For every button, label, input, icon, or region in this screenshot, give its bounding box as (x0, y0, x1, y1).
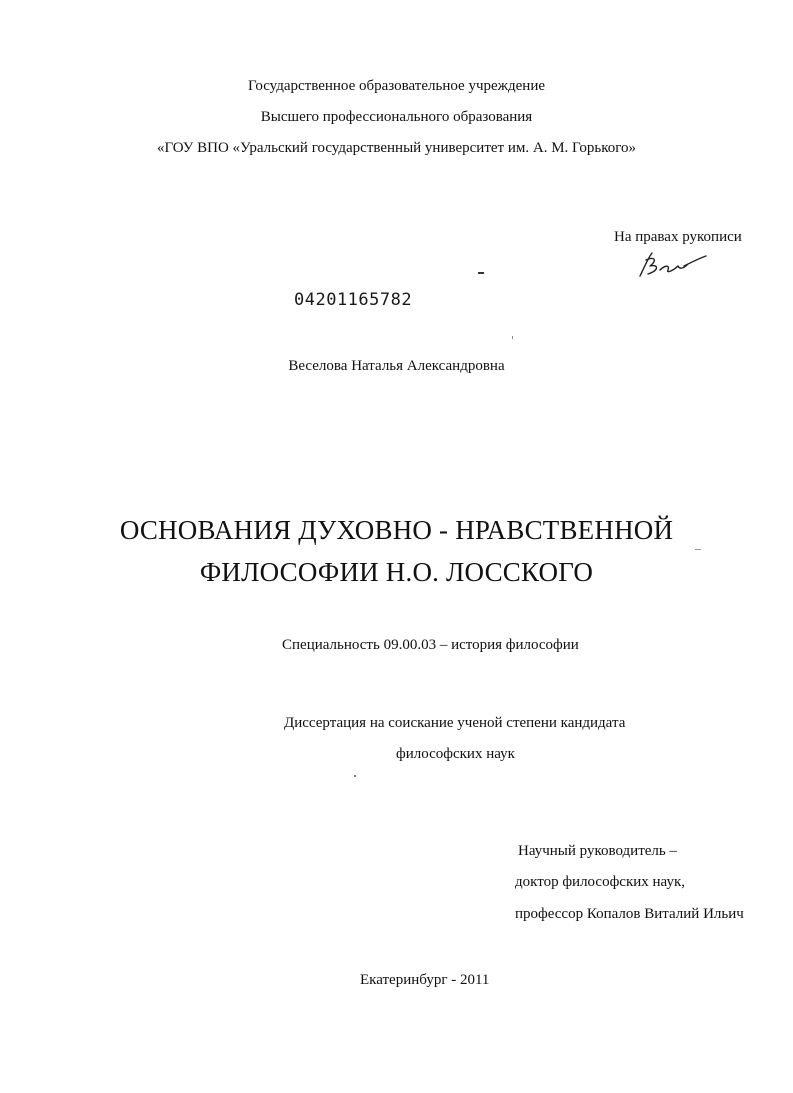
title-line-2: ФИЛОСОФИИ Н.О. ЛОССКОГО (199, 557, 594, 587)
signature-icon (634, 250, 708, 280)
scan-speck (354, 775, 356, 777)
supervisor-title: Научный руководитель – (518, 843, 677, 859)
scan-speck (478, 272, 484, 274)
library-code: 04201165782 (294, 290, 413, 310)
dissertation-line-1: Диссертация на соискание ученой степени кандидата (284, 715, 626, 731)
supervisor-name: профессор Копалов Виталий Ильич (515, 906, 744, 922)
supervisor-degree: доктор философских наук, (515, 874, 685, 890)
manuscript-note: На правах рукописи (614, 229, 742, 245)
specialty: Специальность 09.00.03 – история философии (282, 637, 579, 653)
institution-line-1: Государственное образовательное учреждение (247, 78, 546, 94)
title-line-1: ОСНОВАНИЯ ДУХОВНО - НРАВСТВЕННОЙ (119, 515, 674, 545)
scan-speck (512, 336, 513, 339)
institution-line-3: «ГОУ ВПО «Уральский государственный университет им. А. М. Горького» (156, 140, 637, 156)
scan-speck (695, 549, 701, 550)
dissertation-line-2: философских наук (396, 746, 515, 762)
institution-line-2: Высшего профессионального образования (260, 109, 533, 125)
city-year: Екатеринбург - 2011 (360, 972, 490, 988)
author-name: Веселова Наталья Александровна (288, 358, 505, 374)
